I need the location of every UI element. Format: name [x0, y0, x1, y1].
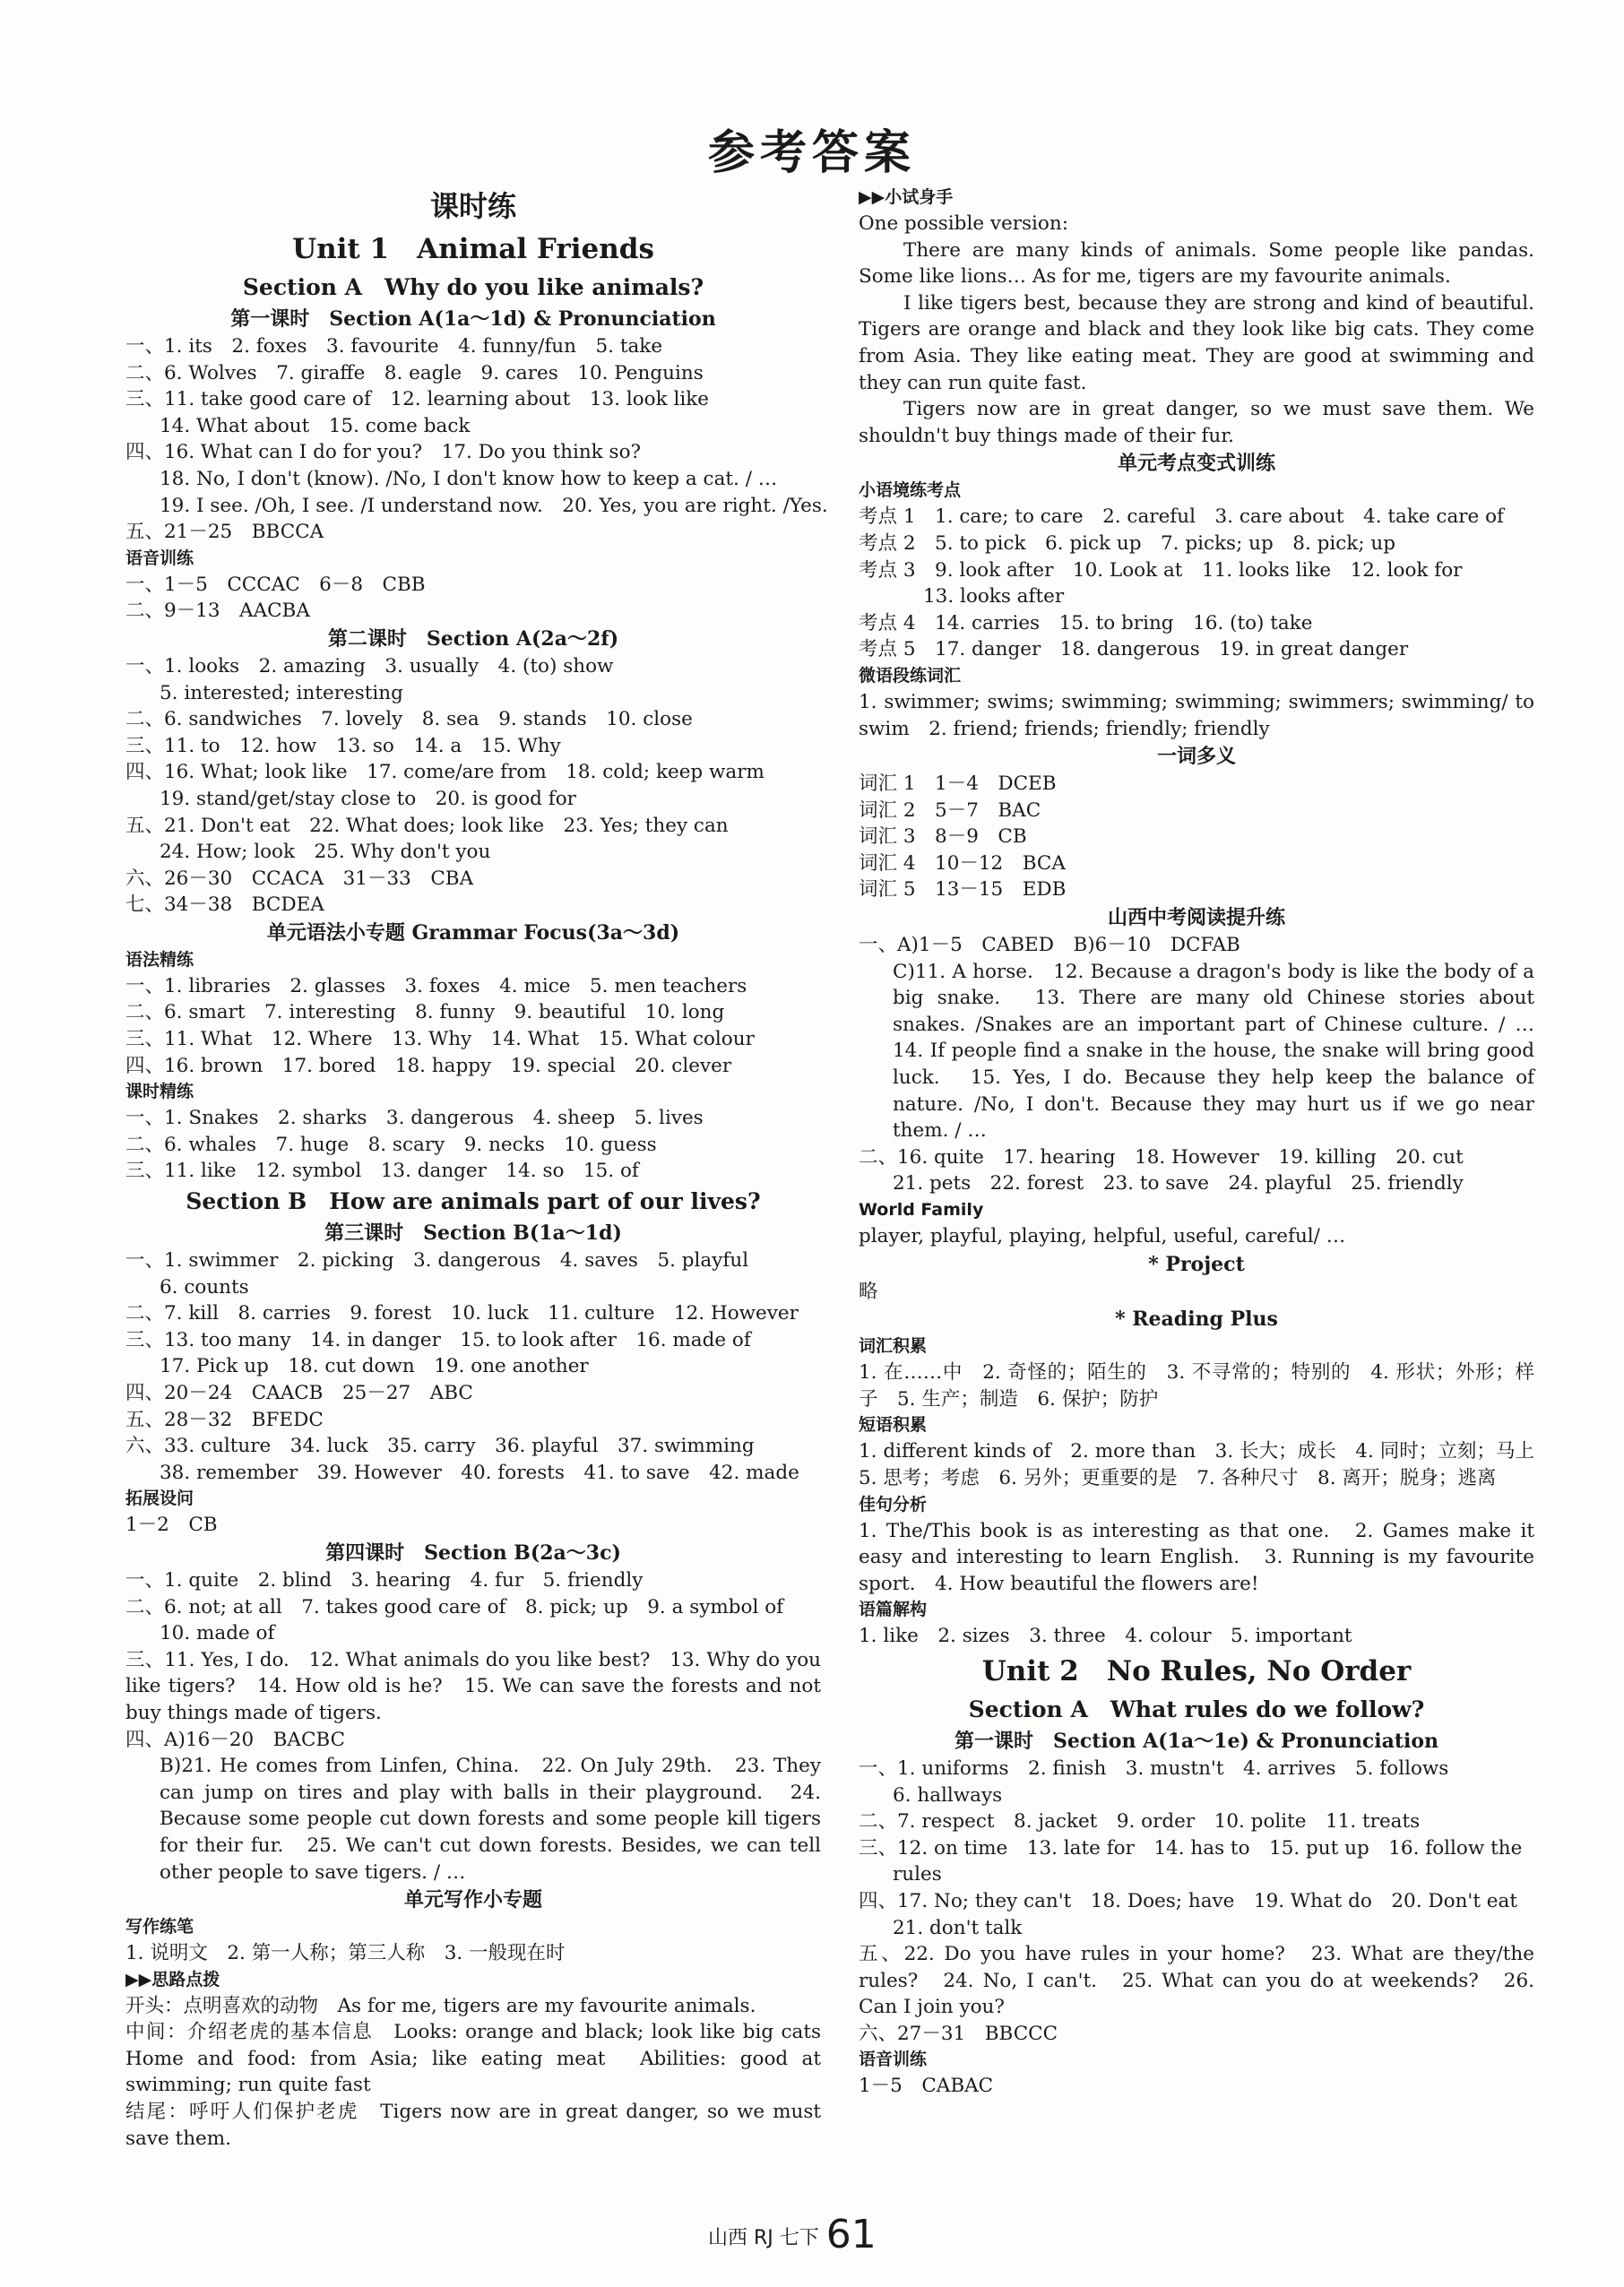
answer-line: One possible version:: [859, 212, 1068, 235]
answer-line: 6. counts: [160, 1275, 249, 1299]
section-heading: 写作练笔: [125, 1917, 194, 1937]
page-number: 61: [825, 2212, 877, 2257]
section-heading: 单元语法小专题 Grammar Focus(3a～3d): [266, 920, 680, 945]
footer-label: 山西 RJ 七下: [708, 2227, 819, 2249]
answer-line: 17. Pick up 18. cut down 19. one another: [160, 1355, 589, 1378]
section-heading: 语音训练: [859, 2050, 928, 2070]
answer-line: 四、17. No; they can't 18. Does; have 19. What do 20. Don't eat: [859, 1889, 1517, 1912]
answer-line: 四、16. brown 17. bored 18. happy 19. special 20. clever: [125, 1054, 732, 1077]
answer-line: 21. don't talk: [893, 1916, 1023, 1939]
answer-line: 19. I see. /Oh, I see. /I understand now. 20. Yes, you are right. /Yes.: [160, 494, 828, 517]
section-heading: Unit 2 No Rules, No Order: [981, 1654, 1412, 1687]
answer-line: 五、21. Don't eat 22. What does; look like 23. Yes; they can: [125, 814, 729, 837]
answer-line: 四、20－24 CAACB 25－27 ABC: [125, 1382, 473, 1404]
answer-line: 三、11. What 12. Where 13. Why 14. What 15. What colour: [125, 1028, 755, 1051]
page-footer: [708, 2212, 877, 2257]
answer-line: 1. different kinds of 2. more than 3. 长大；成长 4. 同时；立刻；马上 5. 思考；考虑 6. 另外；更重要的是 7. 各种尺寸 8. 离开；脱身；逃离: [859, 1440, 1554, 1489]
answer-line: 一、1. libraries 2. glasses 3. foxes 4. mice 5. men teachers: [125, 974, 747, 997]
answer-line: 三、11. to 12. how 13. so 14. a 15. Why: [125, 734, 561, 757]
answer-line: 二、6. sandwiches 7. lovely 8. sea 9. stands 10. close: [125, 708, 693, 731]
section-heading: Section A What rules do we follow?: [968, 1696, 1425, 1722]
section-heading: 拓展设问: [125, 1489, 194, 1509]
answer-line: 19. stand/get/stay close to 20. is good for: [160, 787, 576, 810]
answer-line: 三、11. like 12. symbol 13. danger 14. so 15. of: [125, 1160, 639, 1183]
answer-line: 6. hallways: [893, 1783, 1003, 1807]
answer-line: C)11. A horse. 12. Because a dragon's body is like the body of a big snake. 13. There are many old Chinese stories about snakes. /Snakes are an important part of Chinese culture. / … 14. If people find a snake in the house, the snake will bring good luck. 15. Yes, I do. Because they help keep the balance of nature. /No, I don't. Because they may hurt us if we go near them. / …: [893, 960, 1554, 1143]
right-column: [859, 185, 1554, 2100]
section-heading: 课时精练: [125, 1082, 194, 1102]
section-heading: 一词多义: [1156, 745, 1236, 769]
answer-line: 1. like 2. sizes 3. three 4. colour 5. important: [859, 1625, 1352, 1648]
page-title: 参考答案: [707, 126, 916, 180]
answer-line: 10. made of: [160, 1622, 275, 1645]
answer-line: 1. 说明文 2. 第一人称；第三人称 3. 一般现在时: [125, 1942, 566, 1965]
answer-line: 二、6. whales 7. huge 8. scary 9. necks 10. guess: [125, 1133, 657, 1156]
section-heading: 佳句分析: [859, 1494, 928, 1515]
answer-line: 结尾：呼吁人们保护老虎 Tigers now are in great danger, so we must save them.: [125, 2101, 821, 2150]
answer-line: 一、A)1－5 CABED B)6－10 DCFAB: [859, 934, 1240, 957]
section-heading: 微语段练词汇: [859, 665, 962, 686]
section-heading: 单元考点变式训练: [1117, 452, 1275, 476]
answer-line: rules: [893, 1863, 942, 1886]
answer-line: 13. looks after: [923, 585, 1065, 608]
answer-line: 五、22. Do you have rules in your home? 23. What are they/the rules? 24. No, I can't. 25. What can you do at weekends? 26. Can I join you?: [859, 1943, 1534, 2019]
answer-line: 五、21－25 BBCCA: [125, 521, 324, 544]
answer-line: 二、7. respect 8. jacket 9. order 10. polite 11. treats: [859, 1810, 1421, 1834]
answer-line: 四、16. What can I do for you? 17. Do you think so?: [125, 441, 642, 464]
left-column: [125, 185, 841, 2152]
section-heading: World Family: [859, 1200, 984, 1220]
answer-line: 一、1. swimmer 2. picking 3. dangerous 4. saves 5. playful: [125, 1249, 749, 1273]
section-heading: 短语积累: [859, 1415, 928, 1436]
answer-line: 三、12. on time 13. late for 14. has to 15. put up 16. follow the: [859, 1836, 1523, 1860]
answer-line: 二、7. kill 8. carries 9. forest 10. luck 11. culture 12. However: [125, 1302, 799, 1325]
answer-line: 词汇 5 13－15 EDB: [859, 878, 1067, 902]
section-heading: * Project: [1148, 1252, 1245, 1276]
section-heading: 小语境练考点: [859, 480, 962, 501]
answer-line: 21. pets 22. forest 23. to save 24. playful 25. friendly: [893, 1172, 1464, 1195]
answer-line: 二、9－13 AACBA: [125, 600, 310, 623]
section-heading: 单元写作小专题: [403, 1888, 542, 1912]
answer-line: 七、34－38 BCDEA: [125, 893, 324, 917]
answer-line: 二、6. smart 7. interesting 8. funny 9. beautiful 10. long: [125, 1001, 725, 1024]
answer-line: 一、1. uniforms 2. finish 3. mustn't 4. arrives 5. follows: [859, 1756, 1449, 1780]
section-heading: 第一课时 Section A(1a～1e) & Pronunciation: [954, 1729, 1439, 1753]
section-heading: * Reading Plus: [1115, 1307, 1278, 1332]
answer-line: 三、11. Yes, I do. 12. What animals do you like best? 13. Why do you like tigers? 14. How old is he? 15. We can save the forests and not buy things made of tigers.: [125, 1648, 821, 1724]
section-heading: Section A Why do you like animals?: [242, 274, 704, 300]
answer-line: 四、A)16－20 BACBC: [125, 1728, 346, 1751]
answer-line: 四、16. What; look like 17. come/are from 18. cold; keep warm: [125, 761, 764, 784]
section-heading: ▶▶思路点拨: [125, 1969, 220, 1989]
section-heading: 语篇解构: [859, 1600, 928, 1620]
section-heading: 课时练: [429, 189, 516, 223]
answer-line: 三、11. take good care of 12. learning about 13. look like: [125, 388, 709, 411]
answer-line: 中间：介绍老虎的基本信息 Looks: orange and black; look like big cats Home and food: from Asia; like eating meat Abilities: good at swimming; run quite fast: [125, 2021, 841, 2097]
section-heading: 语法精练: [125, 949, 194, 970]
answer-line: I like tigers best, because they are strong and kind of beautiful. Tigers are orange and black and they look like big cats. They come from Asia. They like eating meat. They are good at swimming and they can run quite fast.: [859, 291, 1534, 394]
answer-line: 三、13. too many 14. in danger 15. to look after 16. made of: [125, 1328, 751, 1351]
answer-line: 1. 在……中 2. 奇怪的；陌生的 3. 不寻常的；特别的 4. 形状；外形；样子 5. 生产；制造 6. 保护；防护: [859, 1361, 1534, 1411]
answer-line: 考点 4 14. carries 15. to bring 16. (to) take: [859, 611, 1313, 634]
section-heading: ▶▶小试身手: [859, 187, 954, 207]
answer-line: 词汇 2 5－7 BAC: [859, 798, 1041, 822]
answer-line: 二、6. Wolves 7. giraffe 8. eagle 9. cares 10. Penguins: [125, 361, 704, 384]
answer-line: 二、6. not; at all 7. takes good care of 8. pick; up 9. a symbol of: [125, 1595, 784, 1618]
answer-line: 五、28－32 BFEDC: [125, 1408, 324, 1431]
section-heading: 第四课时 Section B(2a～3c): [325, 1540, 621, 1565]
section-heading: 山西中考阅读提升练: [1107, 906, 1285, 930]
section-heading: 第一课时 Section A(1a～1d) & Pronunciation: [230, 307, 716, 331]
answer-line: 一、1. Snakes 2. sharks 3. dangerous 4. sheep 5. lives: [125, 1107, 704, 1130]
answer-line: 开头：点明喜欢的动物 As for me, tigers are my favourite animals.: [125, 1994, 756, 2017]
answer-line: 一、1. quite 2. blind 3. hearing 4. fur 5. friendly: [125, 1568, 644, 1592]
answer-line: 18. No, I don't (know). /No, I don't know how to keep a cat. / …: [160, 467, 778, 490]
answer-line: 词汇 1 1－4 DCEB: [859, 772, 1057, 796]
answer-line: There are many kinds of animals. Some people like pandas. Some like lions… As for me, tigers are my favourite animals.: [859, 238, 1534, 289]
answer-line: 六、26－30 CCACA 31－33 CBA: [125, 867, 474, 890]
answer-line: player, playful, playing, helpful, useful, careful/ …: [859, 1225, 1346, 1247]
answer-line: 24. How; look 25. Why don't you: [160, 841, 491, 864]
section-heading: 词汇积累: [859, 1336, 928, 1357]
answer-line: 一、1. its 2. foxes 3. favourite 4. funny/fun 5. take: [125, 335, 663, 358]
answer-line: 略: [859, 1280, 878, 1303]
answer-line: 考点 5 17. danger 18. dangerous 19. in great danger: [859, 638, 1409, 661]
answer-line: 考点 2 5. to pick 6. pick up 7. picks; up 8. pick; up: [859, 531, 1396, 555]
answer-line: 14. What about 15. come back: [160, 414, 471, 437]
answer-line: 词汇 3 8－9 CB: [859, 825, 1027, 849]
section-heading: Section B How are animals part of our lives?: [186, 1188, 761, 1215]
answer-line: 38. remember 39. However 40. forests 41. to save 42. made: [160, 1461, 799, 1484]
answer-line: 考点 1 1. care; to care 2. careful 3. care about 4. take care of: [859, 505, 1505, 529]
answer-line: 二、16. quite 17. hearing 18. However 19. killing 20. cut: [859, 1145, 1464, 1169]
answer-line: 词汇 4 10－12 BCA: [859, 851, 1066, 875]
answer-line: 一、1. looks 2. amazing 3. usually 4. (to) show: [125, 654, 614, 677]
section-heading: 语音训练: [125, 548, 194, 568]
answer-line: 1－2 CB: [125, 1514, 218, 1537]
answer-line: B)21. He comes from Linfen, China. 22. On July 29th. 23. They can jump on tires and play with balls in their playground. 24. Because some people cut down forests and some people kill tigers for their fur. 25. We can't cut down forests. Besides, we can tell other people to save tigers. / …: [160, 1755, 821, 1884]
section-heading: Unit 1 Animal Friends: [292, 233, 654, 265]
answer-line: 六、27－31 BBCCC: [859, 2022, 1058, 2045]
answer-line: 考点 3 9. look after 10. Look at 11. looks like 12. look for: [859, 558, 1463, 582]
answer-line: Tigers now are in great danger, so we must save them. We shouldn't buy things made of their fur.: [859, 398, 1534, 447]
answer-line: 1. The/This book is as interesting as that one. 2. Games make it easy and interesting to learn English. 3. Running is my favourite sport. 4. How beautiful the flowers are!: [859, 1519, 1534, 1595]
section-heading: 第二课时 Section A(2a～2f): [327, 626, 619, 651]
answer-line: 5. interested; interesting: [160, 681, 403, 704]
answer-line: 六、33. culture 34. luck 35. carry 36. playful 37. swimming: [125, 1435, 755, 1458]
answer-line: 1. swimmer; swims; swimming; swimming; swimmers; swimming/ to swim 2. friend; friends; friendly; friendly: [859, 690, 1534, 740]
answer-line: 一、1－5 CCCAC 6－8 CBB: [125, 573, 426, 596]
section-heading: 第三课时 Section B(1a～1d): [324, 1221, 622, 1246]
answer-line: 1－5 CABAC: [859, 2075, 994, 2098]
